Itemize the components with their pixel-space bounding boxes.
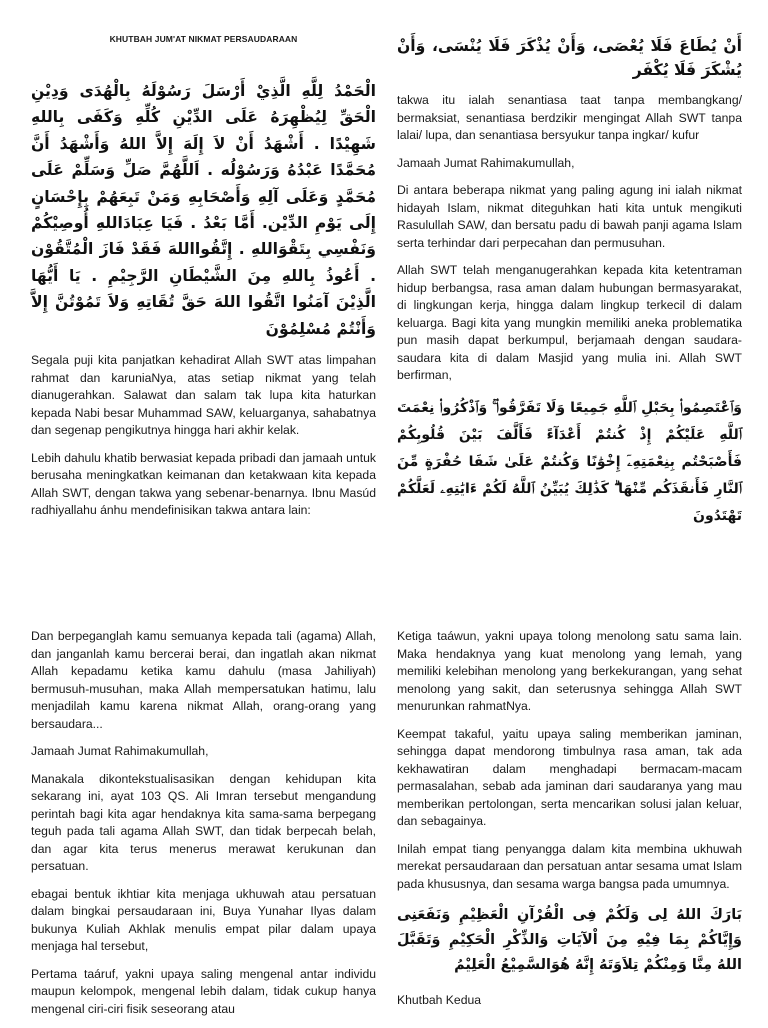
paragraph: Dan berpeganglah kamu semuanya kepada tali (agama) Allah, dan janganlah kamu bercerai berai, dan ingatlah akan nikmat Allah kepadamu ketika kamu dahulu (masa Jahiliyah) bermusuh-musuhan, maka Allah mempersatukan hatimu, lalu menjadilah kamu karena nikmat Allah, orang-orang yang bersaudara... [31, 629, 376, 731]
arabic-opening-prayer: الْحَمْدُ لِلَّهِ الَّذِيْ أَرْسَلَ رَسُوْلَهُ بِالْهُدَى وَدِيْنِ الْحَقِّ لِيُظْهِرَهُ عَلَى الدِّيْنِ كُلِّهِ وَكَفَى بِاللهِ شَهِيْدًا . أَشْهَدُ أَنْ لاَ إِلَهَ إِلاَّ اللهُ وَأَشْهَدُ أَنَّ مُحَمَّدًا عَبْدُهُ وَرَسُوْلُه . اَللَّهُمَّ صَلِّ وَسَلِّمْ عَلَى مُحَمَّدٍ وَعَلَى آلِهِ وَأَصْحَابِهِ وَمَنْ تَبِعَهُمْ بِإِحْسَانٍ إِلَى يَوْمِ الدِّيْن. أَمَّا بَعْدُ . فَيَا عِبَادَاللهِ أُوصِيْكُمْ وَنَفْسِي بِتَقْوَاللهِ . إِتَّقُوااللهَ فَقَدْ فَازَ الْمُتَّقُوْن . أَعُوذُ بِاللهِ مِنَ الشَّيْطَانِ الرَّجِيْمِ . يَا أَيُّهَا الَّذِيْنَ آمَنُوا اتَّقُوا اللهَ حَقَّ تُقَاتِهِ وَلاَ تَمُوْتُنَّ إِلاَّ وَأَنْتُمْ مُسْلِمُوْنَ [31, 82, 376, 338]
page-gap [0, 612, 768, 622]
page1-right-column [397, 34, 742, 530]
paragraph: Di antara beberapa nikmat yang paling agung ini ialah nikmat hidayah Islam, nikmat diteguhkan hati kita untuk mengikuti Rasulullah SAW, dan bersatu padu di bawah panji agama Islam serta terhindar dari perpecahan dan permusuhan. [397, 183, 742, 250]
paragraph: Allah SWT telah menganugerahkan kepada kita ketentraman hidup berbangsa, rasa aman dalam hubungan bermasyarakat, di lingkungan kerja, hingga dalam lingkup terkecil di dalam keluarga. Bagi kita yang mungkin memiliki aneka problematika pun masih dapat berkumpul, berjamaah dengan saudara-saudara kita di dalam Masjid yang mulia ini. Allah SWT berfirman, [397, 263, 742, 382]
paragraph: Lebih dahulu khatib berwasiat kepada pribadi dan jamaah untuk berusaha meningkatkan keimanan dan ketakwaan kita kepada Allah SWT, dengan takwa yang sebenar-benarnya. Ibnu Masúd radhiyallahu ánhu mendefinisikan takwa antara lain: [31, 450, 376, 518]
paragraph: ebagai bentuk ikhtiar kita menjaga ukhuwah atau persatuan dalam bingkai persaudaraan ini, Buya Yunahar Ilyas dalam bukunya Kuliah Akhlak menulis empat pilar dalam upaya menjaga hal tersebut, [31, 886, 376, 953]
page2-left-column [31, 628, 376, 1028]
section-heading: Khutbah Kedua [397, 993, 482, 1007]
arabic-quran-verse: وَٱعْتَصِمُوا۟ بِحَبْلِ ٱللَّهِ جَمِيعًا وَلَا تَفَرَّقُوا۟ ۚ وَٱذْكُرُوا۟ نِعْمَتَ ٱللَّهِ عَلَيْكُمْ إِذْ كُنتُمْ أَعْدَآءً فَأَلَّفَ بَيْنَ قُلُوبِكُمْ فَأَصْبَحْتُم بِنِعْمَتِهِۦٓ إِخْوَٰنًا وَكُنتُمْ عَلَىٰ شَفَا حُفْرَةٍ مِّنَ ٱلنَّارِ فَأَنقَذَكُم مِّنْهَا ۗ كَذَٰلِكَ يُبَيِّنُ ٱللَّهُ لَكُمْ ءَايَٰتِهِۦ لَعَلَّكُمْ تَهْتَدُونَ [397, 399, 742, 524]
paragraph: Inilah empat tiang penyangga dalam kita membina ukhuwah merekat persaudaraan dan persatuan antar sesama umat Islam pada khususnya, dan sesama warga bangsa pada umumnya. [397, 841, 742, 891]
paragraph: Keempat takaful, yaitu upaya saling memberikan jaminan, sehingga dapat mendorong timbulnya rasa aman, tak ada kekhawatiran dalam menghadapi bermacam-macam permasalahan, sebab ada jaminan dari saudaranya yang mau memberikan pertolongan, serta mencarikan solusi jalan keluar, dan sebagainya. [397, 726, 742, 828]
arabic-takwa-definition: أَنْ يُطَاعَ فَلَا يُعْصَى، وَأَنْ يُذْكَرَ فَلَا يُنْسَى، وَأَنْ يُشْكَرَ فَلَا يُكْفَر [397, 37, 742, 79]
paragraph: Segala puji kita panjatkan kehadirat Allah SWT atas limpahan rahmat dan karuniaNya, atas setiap nikmat yang telah dianugerahkan. Salawat dan salam tak lupa kita haturkan kepada Nabi besar Muhammad SAW, keluarganya, sahabatnya dan segenap pengikutnya hingga hari akhir kelak. [31, 353, 376, 438]
paragraph: Jamaah Jumat Rahimakumullah, [397, 155, 575, 170]
page2-right-column [397, 628, 742, 1020]
document-title: KHUTBAH JUM'AT NIKMAT PERSAUDARAAN [109, 34, 298, 44]
paragraph: takwa itu ialah senantiasa taat tanpa membangkang/ bermaksiat, senantiasa berdzikir mengingat Allah SWT tanpa lalai/ lupa, dan senantiasa bersyukur tanpa ingkar/ kufur [397, 93, 742, 142]
arabic-closing-prayer: بَارَكَ اللهُ لِى وَلَكُمْ فِى الْقُرْآنِ الْعَظِيْمِ وَنَفَعَنِى وَإِيَّاكُمْ بِمَا فِيْهِ مِنَ اْلآيَاتِ وَالذِّكْرِ الْحَكِيْمِ وَتَقَبَّلَ اللهُ مِنَّا وَمِنْكُمْ تِلاَوَتَهُ إِنَّهُ هُوَالسَّمِيْعُ الْعَلِيْمُ [397, 907, 742, 973]
paragraph: Jamaah Jumat Rahimakumullah, [31, 744, 209, 758]
page1-left-column [31, 34, 376, 530]
paragraph: Manakala dikontekstualisasikan dengan kehidupan kita sekarang ini, ayat 103 QS. Ali Imran tersebut mengandung perintah bagi kita agar hendaknya kita sama-sama berpegang teguh pada tali agama Allah SWT, dan tidak berpecah belah, dan agar kita terus menerus merawat kerukunan dan persatuan. [31, 771, 376, 873]
paragraph: Ketiga taáwun, yakni upaya tolong menolong satu sama lain. Maka hendaknya yang kuat menolong yang lemah, yang memiliki kelebihan menolong yang berkekurangan, yang sehat menolong yang sakit, dan seterusnya sehingga Allah SWT menurunkan rahmatNya. [397, 629, 742, 713]
paragraph: Pertama taáruf, yakni upaya saling mengenal antar individu maupun kelompok, mengenal lebih dalam, tidak cukup hanya mengenal ciri-ciri fisik seseorang atau [31, 966, 376, 1016]
